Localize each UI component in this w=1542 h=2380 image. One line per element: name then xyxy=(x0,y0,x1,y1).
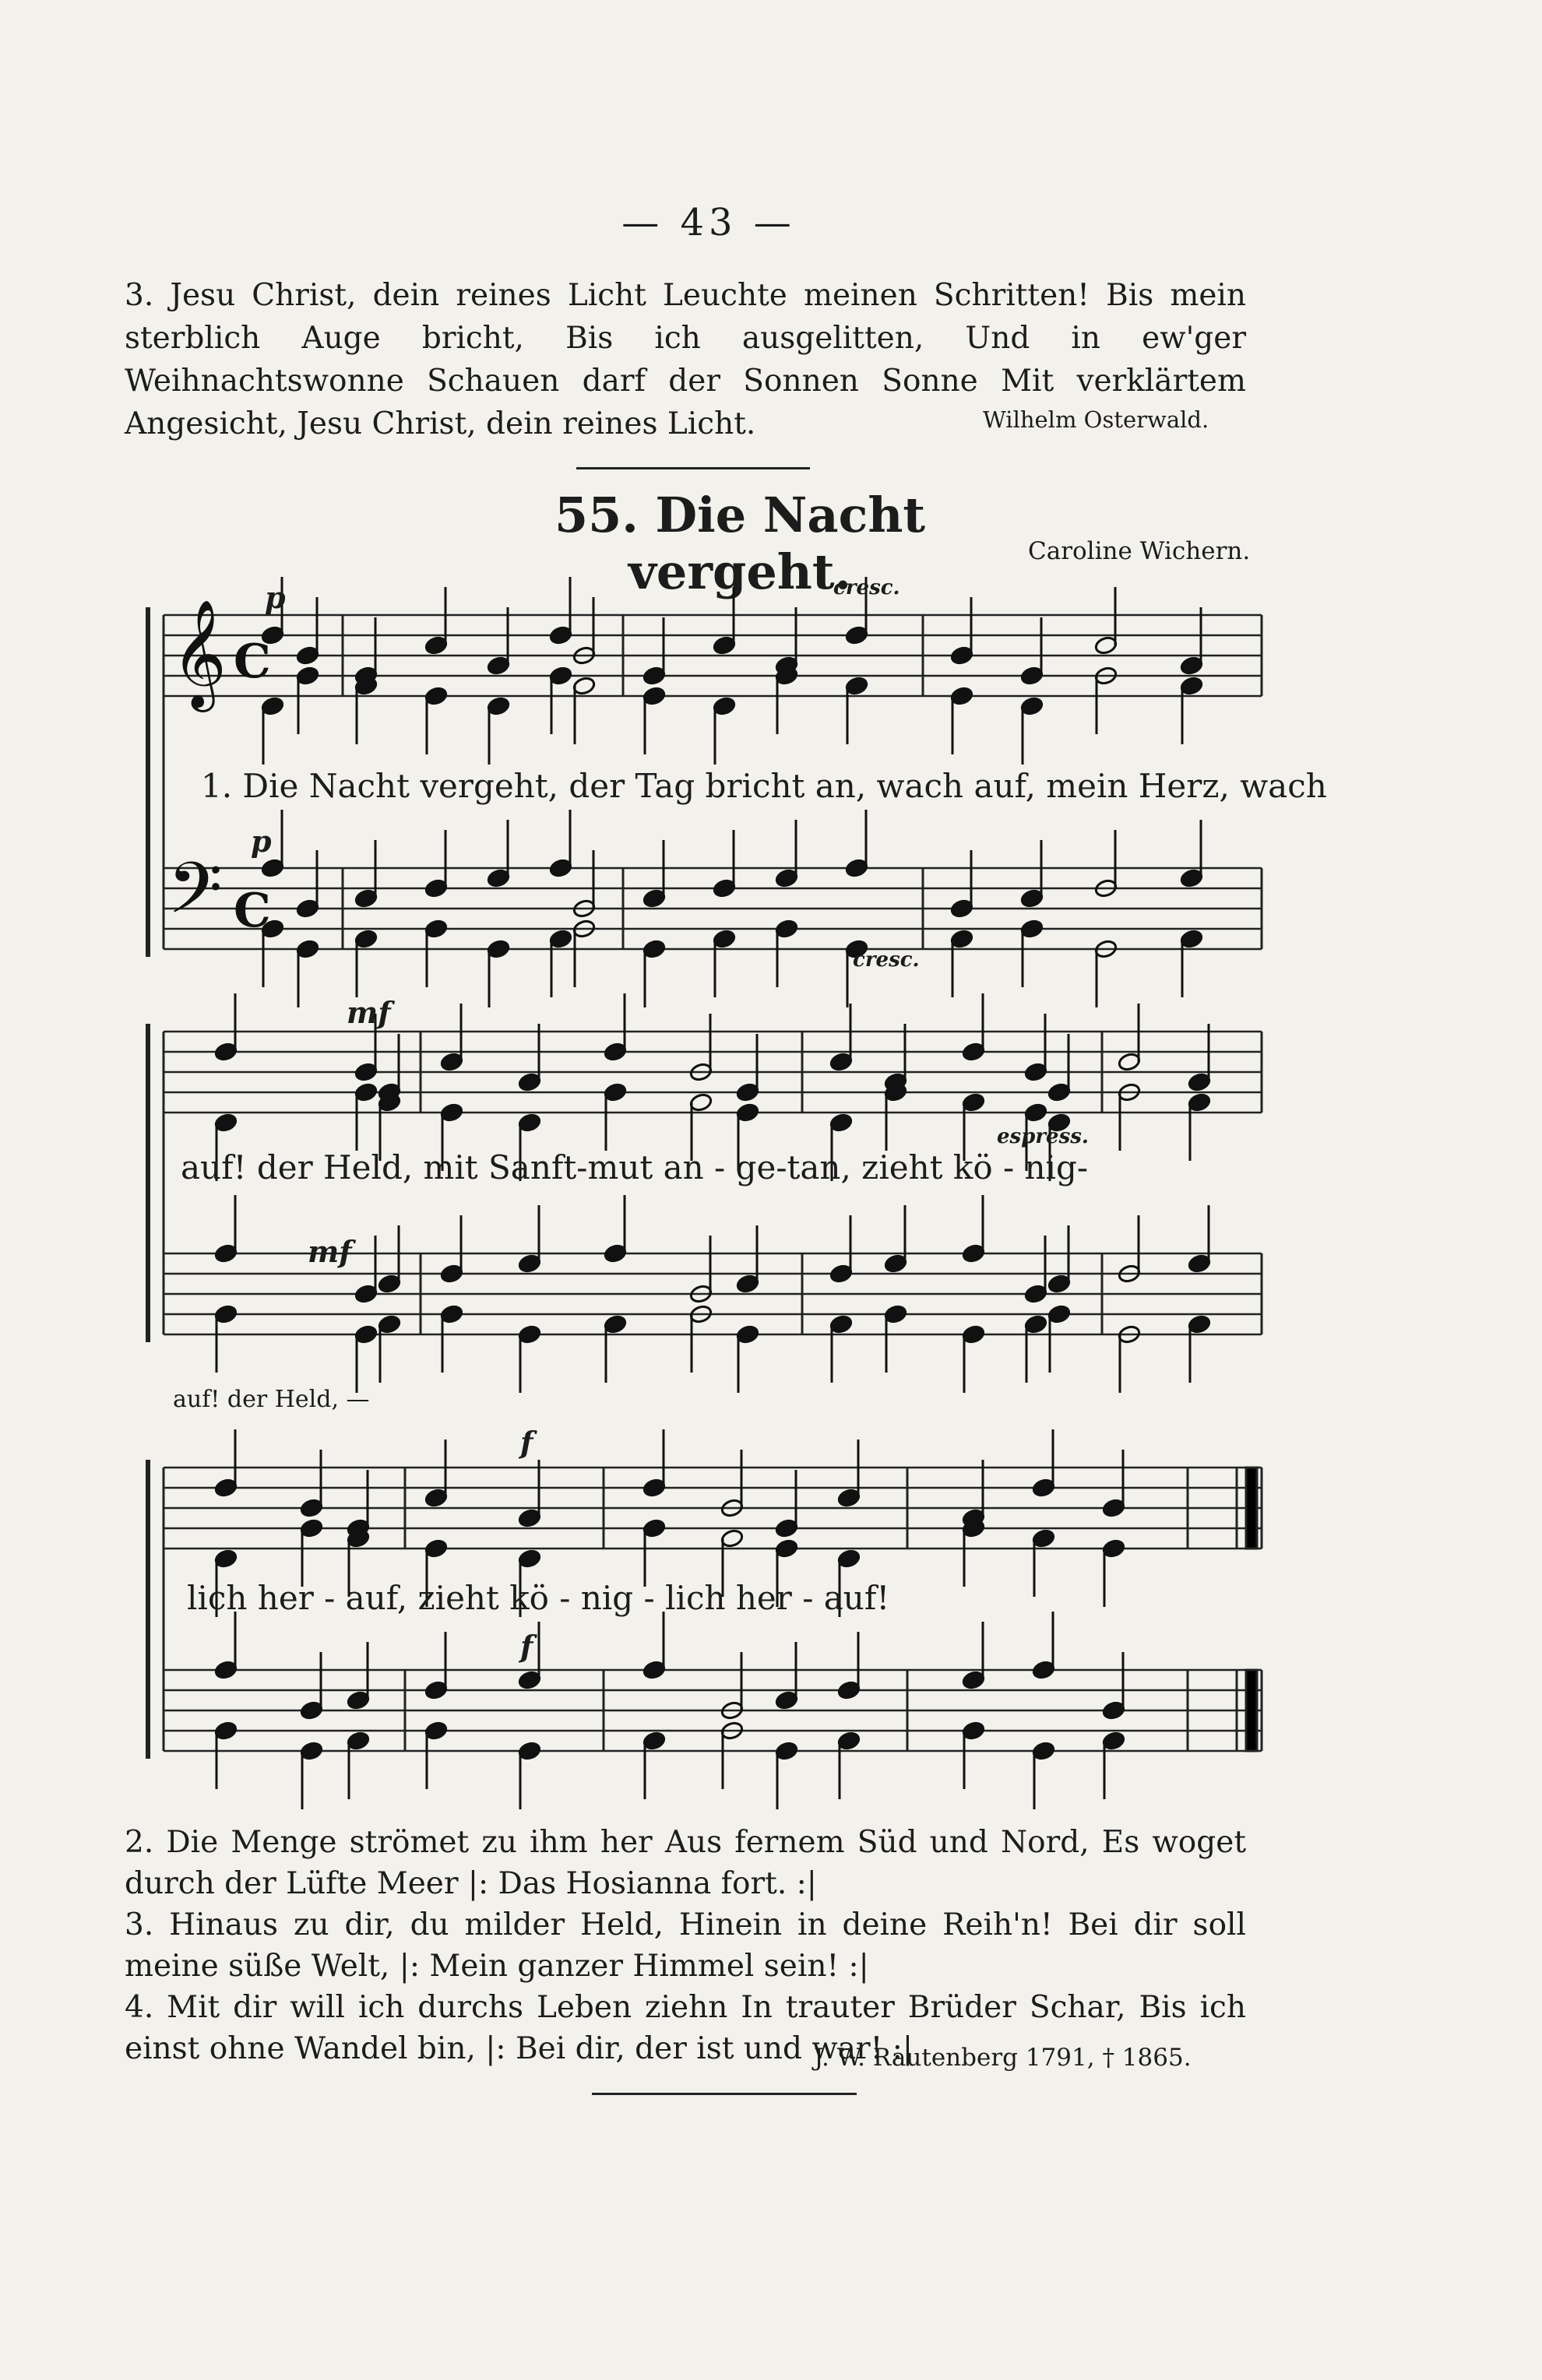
final-barline-thick xyxy=(1246,1670,1257,1751)
page-number: — 43 — xyxy=(621,201,796,244)
common-time: C xyxy=(234,635,271,689)
dynamic-forte: f xyxy=(520,1425,533,1460)
lyrics-line-1: 1. Die Nacht vergeht, der Tag bricht an, wach auf, mein Herz, wach xyxy=(201,767,1327,805)
verses-author: J. W. Rautenberg 1791, † 1865. xyxy=(814,2044,1192,2072)
treble-clef: 𝄞 xyxy=(171,599,227,708)
verse-4: 4. Mit dir will ich durchs Leben ziehn In trauter Brüder Schar, Bis ich einst ohne Wandel bin, |: Bei dir, der ist und war! :| xyxy=(125,1990,1246,2066)
final-barline-thick xyxy=(1246,1468,1257,1549)
dynamic-mezzo-forte-bass: mf xyxy=(308,1234,352,1269)
previous-verse-text: 3. Jesu Christ, dein reines Licht Leuchte meinen Schritten! Bis mein sterblich Auge bricht, Bis ich ausgelitten, Und in ew'ger Weihnachtswonne Schauen darf der Sonnen Sonne Mit verklärtem Angesicht, Jesu Christ, dein reines Licht. xyxy=(125,278,1246,441)
lyrics-line-3: lich her - auf, zieht kö - nig - lich her - auf! xyxy=(187,1579,890,1617)
dynamic-mezzo-forte: mf xyxy=(347,995,391,1030)
dynamic-forte-bass: f xyxy=(520,1629,533,1664)
additional-verses xyxy=(125,1822,1246,2069)
bass-clef: 𝄢 xyxy=(167,847,223,947)
bottom-rule xyxy=(592,2093,857,2095)
lyrics-line-2: auf! der Held, mit Sanft-mut an - ge-tan, zieht kö - nig- xyxy=(181,1148,1089,1186)
common-time: C xyxy=(234,884,271,938)
dynamic-piano: p xyxy=(265,580,286,615)
verse-3: 3. Hinaus zu dir, du milder Held, Hinein in deine Reih'n! Bei dir soll meine süße Welt, |: Mein ganzer Himmel sein! :| xyxy=(125,1907,1246,1984)
song-composer: Caroline Wichern. xyxy=(1028,537,1251,565)
verse-2: 2. Die Menge strömet zu ihm her Aus fernem Süd und Nord, Es woget durch der Lüfte Meer |: Das Hosianna fort. :| xyxy=(125,1825,1246,1901)
song-title: 55. Die Nacht vergeht. xyxy=(554,487,926,600)
dynamic-piano-bass: p xyxy=(251,824,272,859)
lyrics-bass-line: auf! der Held, — xyxy=(173,1386,370,1413)
previous-verse-author: Wilhelm Osterwald. xyxy=(983,406,1209,433)
dynamic-crescendo-bass: cresc. xyxy=(853,948,920,972)
dynamic-crescendo: cresc. xyxy=(833,576,900,599)
dynamic-espressivo: espress. xyxy=(997,1125,1089,1148)
